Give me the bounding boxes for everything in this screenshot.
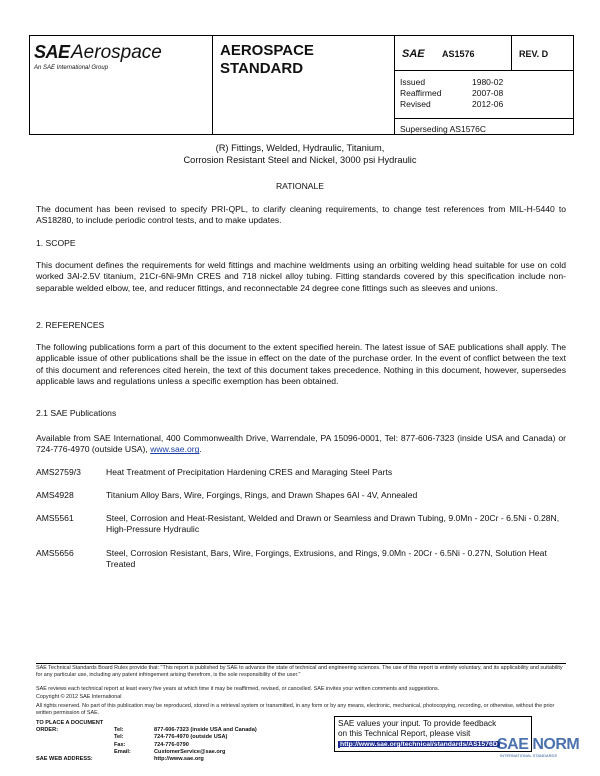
divider bbox=[394, 70, 573, 71]
standard-line-1: AEROSPACE bbox=[220, 42, 314, 59]
reference-code: AMS5561 bbox=[36, 513, 74, 523]
fax: 724-776-0790 bbox=[154, 741, 189, 748]
footer-rights: All rights reserved. No part of this publication may be reproduced, stored in a retrieval system or transmitted, in any form or by any means, electronic, mechanical, photocopying, recording, or otherwise, without the prior written permission of SAE. bbox=[36, 703, 555, 716]
sae-logo: SAE bbox=[34, 42, 70, 62]
phone-inside-usa: 877-606-7323 (inside USA and Canada) bbox=[154, 727, 257, 734]
reference-code: AMS2759/3 bbox=[36, 467, 81, 477]
reference-description: Steel, Corrosion and Heat-Resistant, Welded and Drawn or Seamless and Drawn Tubing, 9.0Mn - 20Cr - 6.5Ni - 0.28N, High-Pressure Hydraulic bbox=[106, 513, 560, 535]
sae-small-logo: SAE bbox=[402, 48, 425, 60]
date-row: Issued 1980-02 bbox=[400, 77, 504, 87]
reference-description: Steel, Corrosion Resistant, Bars, Wire, Forgings, Extrusions, and Rings, 9.0Mn - 20Cr - 6.5Ni - 0.27N, Solution Heat Treated bbox=[106, 548, 547, 570]
references-text: The following publications form a part of this document to the extent specified herein. The latest issue of SAE publications shall apply. The applicable issue of other publications shall be the issue in effect on the date of the purchase order. In the event of conflict between the text of this document and references cited herein, the text of this document takes precedence. Nothing in this document, however, supersedes applicable laws and regulations unless a specific exemption has been obtained. bbox=[36, 342, 566, 386]
scope-text: This document defines the requirements for weld fittings and machine weldments using an orbiting welding head suitable for use on cold worked 3Al-2.5V titanium, 21Cr-6Ni-9Mn CRES and 718 nickel alloy tubing. Fitting standards covered by this specification include non-separable welded elbow, tee, and reducer fittings, and reconnectable 24 degree cone fittings such as sleeves and unions. bbox=[36, 260, 566, 293]
aerospace-logo-text: Aerospace bbox=[71, 42, 162, 63]
standard-title bbox=[220, 42, 314, 78]
divider bbox=[394, 118, 573, 119]
feedback-line-2: on this Technical Report, please visit bbox=[338, 729, 471, 738]
footer-divider bbox=[36, 663, 566, 664]
date-table bbox=[400, 77, 520, 110]
sae-norm-watermark-sub: INTERNATIONAL STANDARDS bbox=[500, 753, 558, 758]
date-row: Reaffirmed 2007-08 bbox=[400, 88, 504, 98]
document-title bbox=[0, 142, 600, 166]
sae-publications-heading: 2.1 SAE Publications bbox=[36, 408, 117, 418]
footer-review: SAE reviews each technical report at least every five years at which time it may be reaffirmed, revised, or cancelled. SAE invites your written comments and suggestions. bbox=[36, 686, 440, 692]
logo-subtitle: An SAE International Group bbox=[34, 65, 109, 71]
divider bbox=[394, 36, 395, 134]
title-line-1: (R) Fittings, Welded, Hydraulic, Titanium, bbox=[215, 143, 385, 153]
date-row: Revised 2012-06 bbox=[400, 99, 504, 109]
order-label: TO PLACE A DOCUMENT ORDER: bbox=[36, 720, 104, 734]
sae-norm-watermark: SAE NORM bbox=[497, 736, 580, 753]
email: CustomerService@sae.org bbox=[154, 748, 226, 755]
scope-heading: 1. SCOPE bbox=[36, 238, 76, 248]
references-heading: 2. REFERENCES bbox=[36, 320, 105, 330]
footer-copyright: Copyright © 2012 SAE International bbox=[36, 694, 122, 700]
reference-code: AMS4928 bbox=[36, 490, 74, 500]
divider bbox=[212, 36, 213, 134]
reference-description: Titanium Alloy Bars, Wire, Forgings, Rings, and Drawn Shapes 6Al - 4V, Annealed bbox=[106, 490, 418, 500]
feedback-line-1: SAE values your input. To provide feedback bbox=[338, 719, 497, 728]
rationale-text: The document has been revised to specify PRI-QPL, to clarify cleaning requirements, to change test references from MIL-H-5440 to AS18280, to include periodic control tests, and to make updates. bbox=[36, 204, 566, 226]
standard-line-2: STANDARD bbox=[220, 60, 304, 77]
phone-outside-usa: 724-776-4970 (outside USA) bbox=[154, 734, 228, 741]
header-box bbox=[29, 35, 574, 135]
footer-disclaimer: SAE Technical Standards Board Rules provide that: "This report is published by SAE to advance the state of technical and engineering sciences. The use of this report is entirely voluntary, and its applicability and suitability for any particular use, including any patent infringement arising therefrom, is the sole responsibility of the user." bbox=[36, 665, 563, 678]
feedback-link[interactable]: http://www.sae.org/technical/standards/AS1576D bbox=[340, 741, 498, 748]
sae-website-link[interactable]: www.sae.org bbox=[150, 444, 200, 455]
revision: REV. D bbox=[519, 49, 549, 59]
superseding: Superseding AS1576C bbox=[400, 124, 487, 134]
rationale-heading: RATIONALE bbox=[275, 181, 325, 191]
web-address[interactable]: http://www.sae.org bbox=[154, 756, 204, 763]
title-line-2: Corrosion Resistant Steel and Nickel, 3000 psi Hydraulic bbox=[183, 155, 417, 165]
reference-code: AMS5656 bbox=[36, 548, 74, 558]
availability-text: Available from SAE International, 400 Commonwealth Drive, Warrendale, PA 15096-0001, Tel: 877-606-7323 (inside USA and Canada) or 724-776-4970 (outside USA), www.sae.org. bbox=[36, 433, 566, 455]
web-label: SAE WEB ADDRESS: bbox=[36, 756, 93, 763]
divider bbox=[511, 36, 512, 70]
order-contact: TO PLACE A DOCUMENT ORDER: Tel: 877-606-7323 (inside USA and Canada) Tel: 724-776-4970 (outside USA) Fax: 724-776-0790 Email: CustomerService@sae.org SAE WEB ADDRESS: http://www.sae.org bbox=[36, 720, 257, 763]
document-number: AS1576 bbox=[442, 49, 475, 59]
reference-description: Heat Treatment of Precipitation Hardening CRES and Maraging Steel Parts bbox=[106, 467, 393, 477]
